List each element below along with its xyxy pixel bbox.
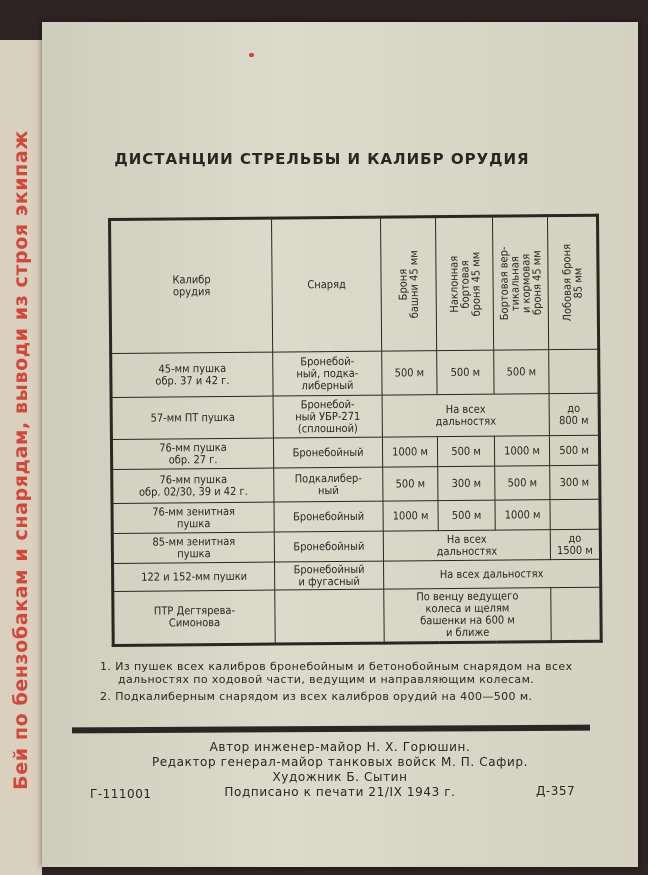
cell-caliber: 45-мм пушка обр. 37 и 42 г. (111, 352, 273, 397)
header-turret (381, 217, 437, 351)
cell-front: до 800 м (549, 393, 599, 435)
leaflet-page (42, 22, 638, 867)
header-front (547, 215, 598, 349)
cell-front (550, 499, 600, 529)
credit-author: Автор инженер-майор Н. Х. Горюшин. (209, 740, 471, 754)
credits-block (90, 740, 590, 800)
cell-weak-spots: По венцу ведущего колеса и щелям башенки на 600 м и ближе (384, 588, 551, 643)
footnote-2: 2. Подкалиберным снарядом из всех калибров орудий на 400—500 м. (100, 690, 533, 703)
cell-side-rear: 1000 м (494, 436, 549, 466)
cell-side-rear: 500 м (495, 466, 550, 500)
table-header-row (110, 215, 599, 353)
credit-signed: Подписано к печати 21/IX 1943 г. (224, 785, 456, 799)
spine-slogan-text: Бей по бензобакам и снарядам, выводи из строя экипаж (10, 130, 32, 790)
cell-caliber: ПТР Дегтярева- Симонова (113, 590, 275, 645)
header-shell: Снаряд (272, 217, 382, 352)
table-row (111, 435, 599, 469)
cell-turret: 500 м (383, 467, 438, 501)
cell-front (549, 349, 599, 393)
credit-editor: Редактор генерал-майор танковых войск М. П. Сафир. (151, 755, 529, 769)
header-sloped (436, 216, 494, 350)
table-row (112, 499, 600, 533)
spine-slogan (0, 40, 42, 875)
header-caliber-text: Калибр орудия (172, 273, 211, 299)
cell-shell: Бронебойный (274, 531, 383, 562)
red-ink-mark (249, 53, 254, 57)
table-row (112, 465, 600, 503)
header-sloped-text: Наклонная бортовая броня 45 мм (446, 251, 483, 317)
cell-shell: Бронебой- ный УБР-271 (сплошной) (273, 395, 382, 438)
cell-turret: 500 м (382, 351, 437, 395)
header-front-text: Лобовая броня 85 мм (560, 244, 585, 322)
cell-caliber: 85-мм зенитная пушка (112, 532, 274, 563)
cell-all-ranges: На всех дальностях (384, 559, 601, 589)
print-code-right: Д-357 (536, 784, 576, 798)
cell-caliber: 76-мм пушка обр. 27 г. (111, 438, 273, 469)
cell-turret: 1000 м (382, 437, 437, 467)
cell-shell: Бронебойный (274, 501, 383, 532)
header-side-rear (492, 216, 548, 350)
cell-sloped: 300 м (438, 466, 495, 500)
cell-side-rear: 500 м (494, 350, 549, 394)
cell-shell: Бронебойный (273, 437, 382, 468)
cell-front (551, 587, 601, 641)
table-row (111, 349, 599, 397)
cell-caliber: 76-мм зенитная пушка (112, 502, 274, 533)
cell-sloped: 500 м (437, 436, 494, 466)
cell-caliber: 76-мм пушка обр. 02/30, 39 и 42 г. (112, 468, 274, 503)
cell-shell: Подкалибер- ный (274, 467, 383, 502)
cell-sloped: 500 м (438, 500, 495, 530)
cell-caliber: 122 и 152-мм пушки (113, 562, 275, 591)
cell-shell: Бронебойный и фугасный (275, 561, 384, 590)
cell-front: 500 м (549, 435, 599, 465)
firing-range-table (108, 214, 603, 647)
header-caliber (110, 218, 273, 353)
table-row (113, 559, 601, 591)
cell-side-rear: 1000 м (495, 500, 550, 530)
cell-caliber: 57-мм ПТ пушка (111, 396, 273, 439)
page-title: ДИСТАНЦИИ СТРЕЛЬБЫ И КАЛИБР ОРУДИЯ (114, 150, 530, 168)
cell-front: 300 м (550, 465, 600, 499)
footnotes (100, 660, 590, 707)
credit-artist: Художник Б. Сытин (272, 770, 408, 784)
header-side-rear-text: Бортовая вер- тикальная и кормовая броня 45 мм (497, 246, 544, 321)
cell-turret: 1000 м (383, 501, 438, 531)
cell-sloped: 500 м (437, 350, 494, 394)
cell-front: до 1500 м (550, 529, 600, 559)
table-row (113, 587, 601, 645)
table-row (112, 529, 600, 563)
cell-shell: Бронебой- ный, подка- либерный (273, 351, 382, 396)
header-turret-text: Броня башни 45 мм (396, 250, 421, 319)
cell-all-ranges: На всех дальностях (383, 530, 550, 561)
print-code-left: Г-111001 (90, 787, 152, 801)
footnote-1: 1. Из пушек всех калибров бронебойным и бетонобойным снарядом на всех дальностях по ходовой части, ведущим и направляющим колесам. (100, 660, 573, 686)
cell-all-ranges: На всех дальностях (382, 394, 549, 437)
cell-shell (275, 589, 384, 644)
table-row (111, 393, 599, 439)
